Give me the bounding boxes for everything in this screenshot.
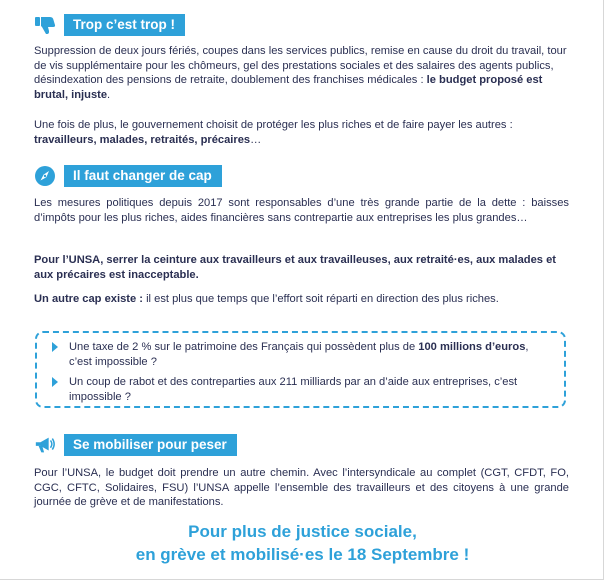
thumbs-down-icon	[34, 14, 56, 36]
section-trop-header	[34, 14, 185, 36]
megaphone-icon	[34, 434, 56, 456]
bullet-arrow-icon	[51, 376, 59, 388]
compass-icon	[34, 165, 56, 187]
cap-paragraph-1: Les mesures politiques depuis 2017 sont responsables d’une très grande partie de la dette : baisses d’impôts pour les plus riches, aides financières sans contrepartie aux entreprises les plus grandes…	[34, 197, 569, 224]
trop-paragraph-2: Une fois de plus, le gouvernement choisit de protéger les plus riches et de faire payer les autres : travailleurs, malades, retraités, précaires…	[34, 119, 513, 146]
closing-line-1: Pour plus de justice sociale,	[188, 522, 417, 541]
cap-paragraph-3: Un autre cap existe : il est plus que temps que l’effort soit réparti en direction des plus riches.	[34, 293, 499, 305]
callout-item	[51, 340, 551, 369]
trop-paragraph-1: Suppression de deux jours fériés, coupes dans les services publics, remise en cause du droit du travail, tour de vis supplémentaire pour les chômeurs, gel des prestations sociales et des salaires des agents publics, désindexation des pensions de retraite, doublement des franchises médicales : le budget proposé est brutal, injuste.	[34, 45, 567, 102]
section-title: Trop c’est trop !	[64, 14, 185, 36]
callout-item-text: Une taxe de 2 % sur le patrimoine des Français qui possèdent plus de 100 millions d’euros, c’est impossible ?	[69, 341, 529, 368]
mobiliser-paragraph: Pour l’UNSA, le budget doit prendre un autre chemin. Avec l’intersyndicale au complet (CGT, CFDT, FO, CGC, CFTC, Solidaires, FSU) l’UNSA appelle l’ensemble des travailleurs et des citoyens à une grande journée de grève et de manifestations.	[34, 467, 569, 509]
section-title: Il faut changer de cap	[64, 165, 222, 187]
section-cap-header	[34, 165, 222, 187]
callout-item	[51, 375, 551, 404]
section-title: Se mobiliser pour peser	[64, 434, 237, 456]
closing-line-2: en grève et mobilisé·es le 18 Septembre !	[135, 545, 470, 564]
callout-item-text: Un coup de rabot et des contreparties aux 211 milliards par an d’aide aux entreprises, c’est impossible ?	[69, 376, 518, 403]
callout-box	[35, 331, 566, 408]
cap-paragraph-2: Pour l’UNSA, serrer la ceinture aux travailleurs et aux travailleuses, aux retraité·es, aux malades et aux précaires est inacceptable.	[34, 254, 556, 281]
bullet-arrow-icon	[51, 341, 59, 353]
section-mobiliser-header	[34, 434, 237, 456]
